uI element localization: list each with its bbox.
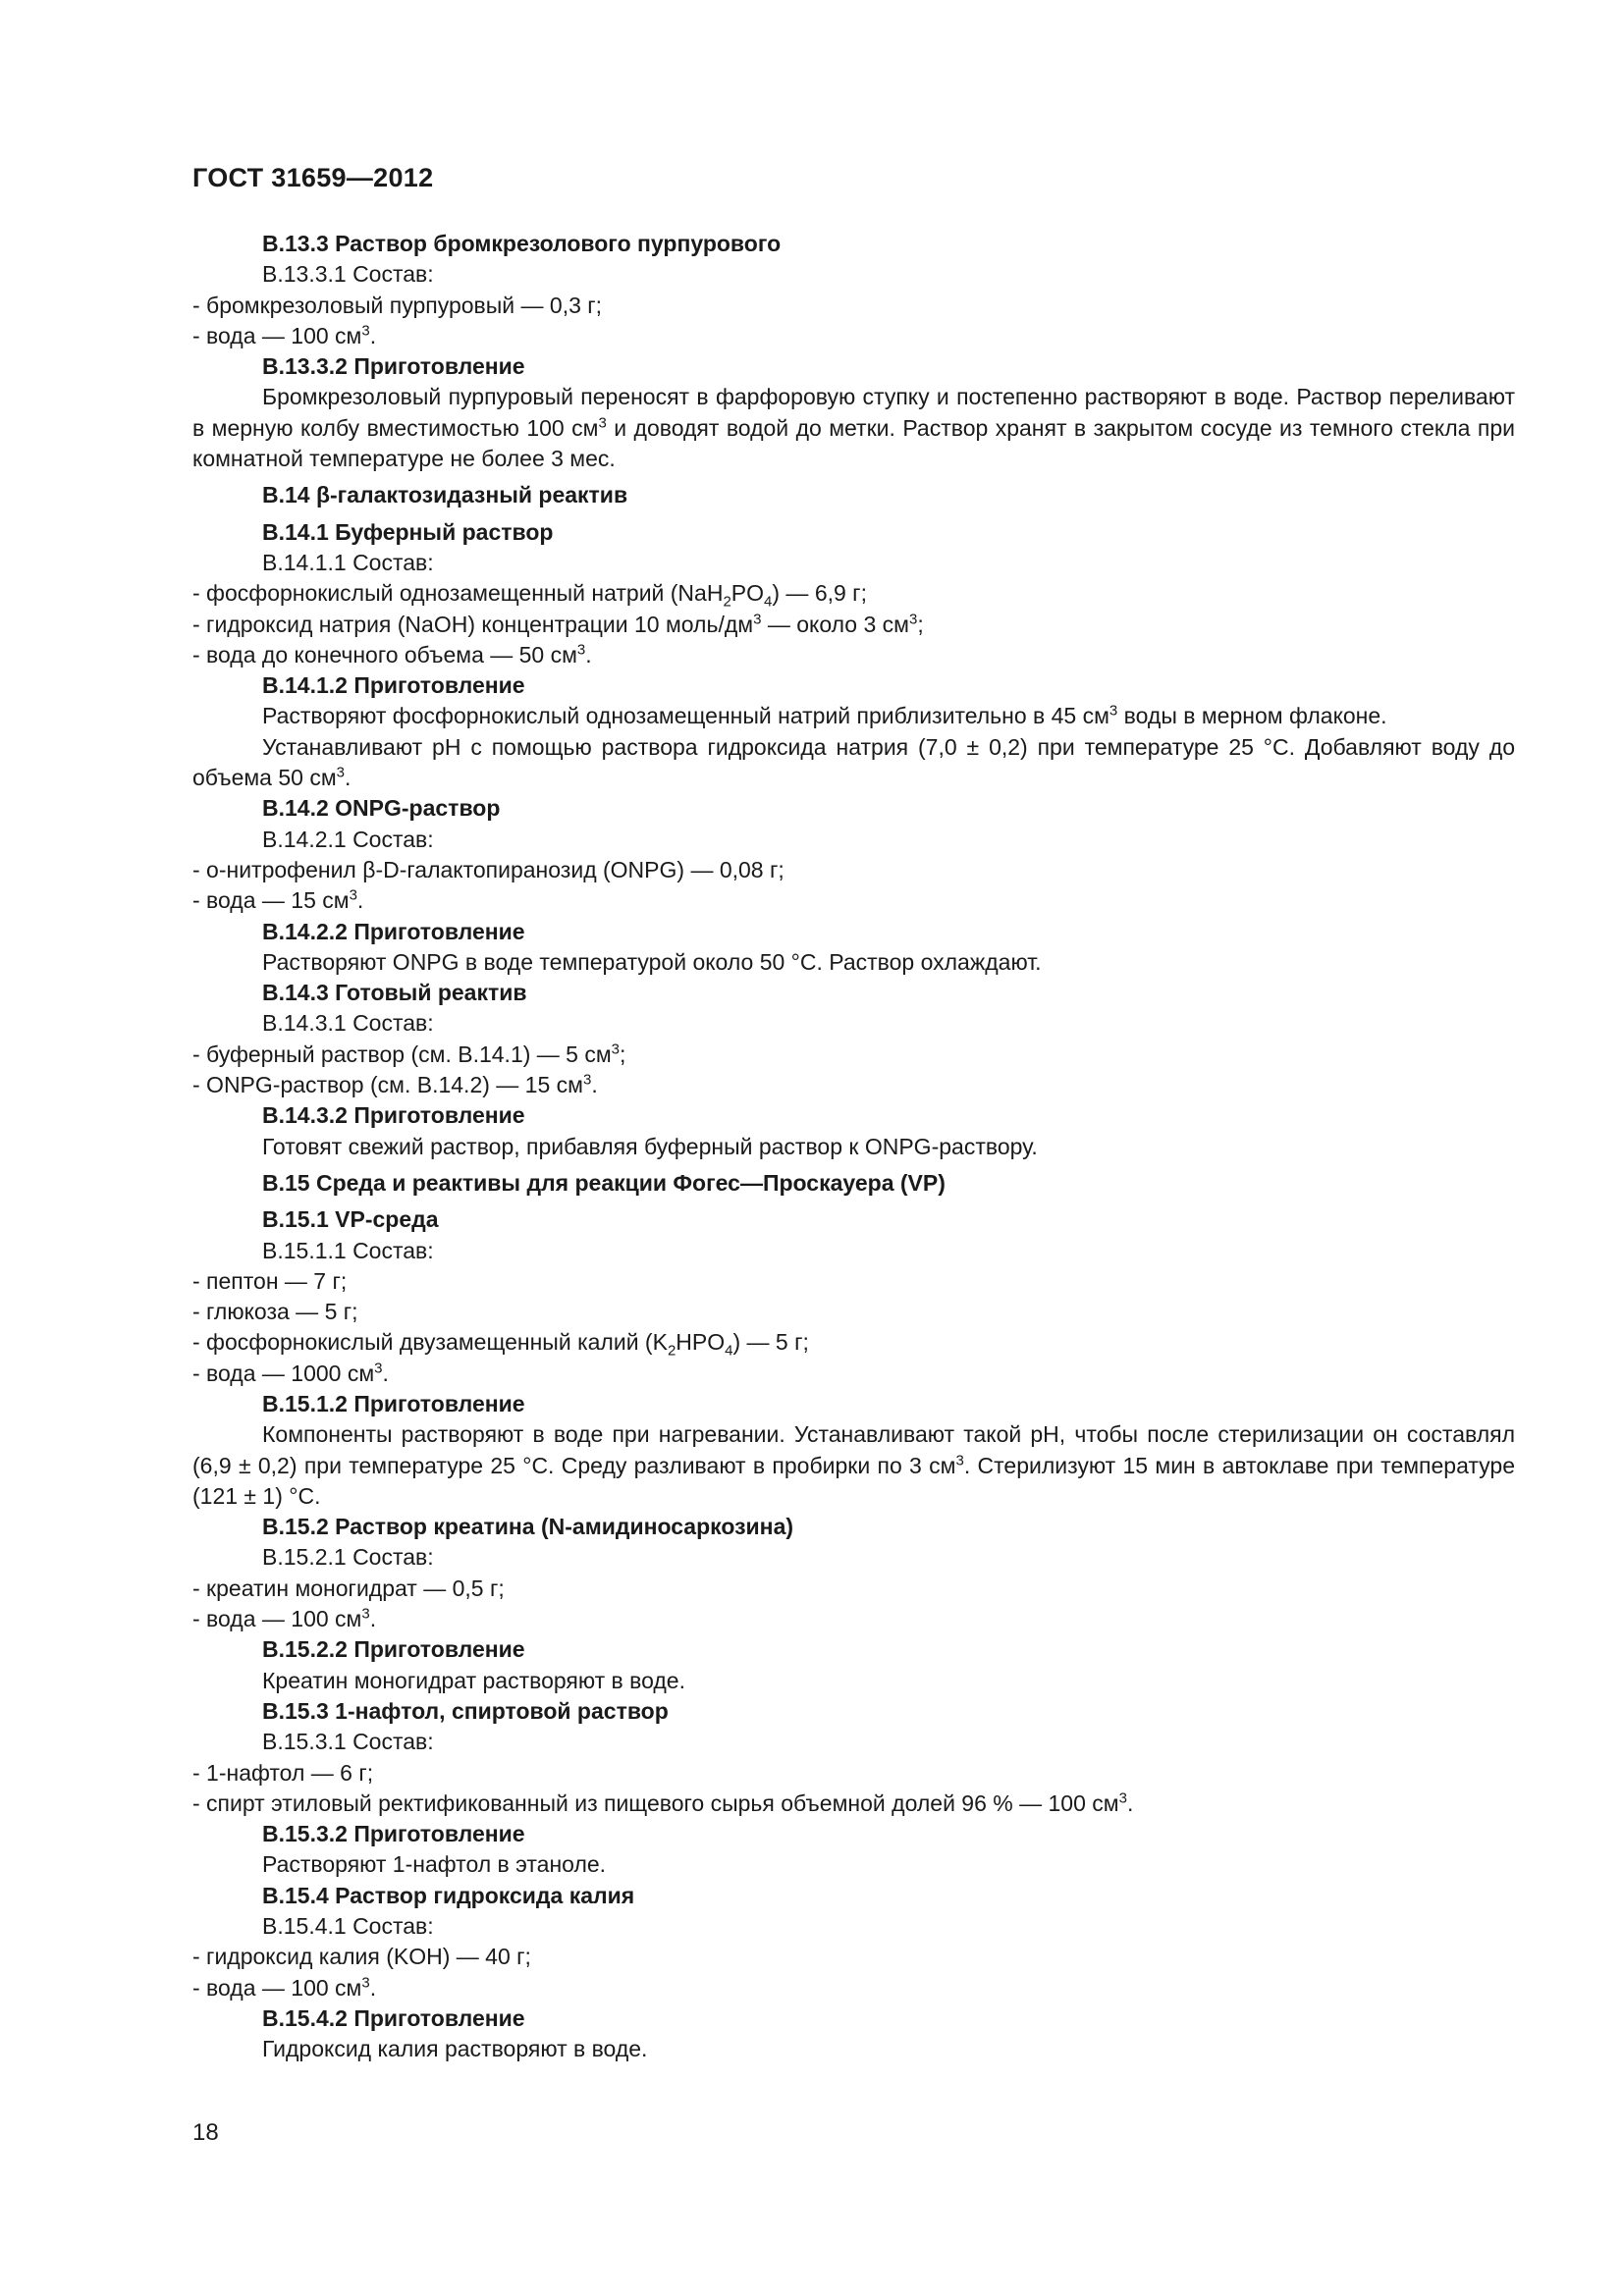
list-item: - пептон — 7 г; bbox=[192, 1267, 348, 1294]
section-heading: В.13.3 Раствор бромкрезолового пурпурового bbox=[262, 231, 782, 256]
subsection-heading: В.14.3.2 Приготовление bbox=[262, 1102, 525, 1129]
list-item: - о-нитрофенил β-D-галактопиранозид (ONPG) — 0,08 г; bbox=[192, 856, 784, 882]
list-item: - вода — 100 $см^3$. bbox=[192, 1605, 377, 1632]
section-heading: В.14.2 ONPG-раствор bbox=[262, 795, 501, 822]
subsection-heading: В.14.2.2 Приготовление bbox=[262, 918, 525, 944]
subsection-label: В.15.1.1 Состав: bbox=[262, 1237, 434, 1263]
subsection-label: В.14.2.1 Состав: bbox=[262, 826, 434, 852]
list-item: - гидроксид калия (KOH) — 40 г; bbox=[192, 1944, 531, 1970]
paragraph: Растворяют ONPG в воде температурой около 50 °С. Раствор охлаждают. bbox=[262, 948, 1042, 975]
section-heading: В.14.3 Готовый реактив bbox=[262, 980, 527, 1006]
subsection-label: В.13.3.1 Состав: bbox=[262, 261, 434, 288]
subsection-heading: В.15.2.2 Приготовление bbox=[262, 1636, 525, 1663]
section-heading: В.15.1 VP-среда bbox=[262, 1206, 439, 1233]
subsection-label: В.15.3.1 Состав: bbox=[262, 1729, 434, 1755]
list-item: - глюкоза — 5 г; bbox=[192, 1299, 358, 1325]
list-item: - вода — 1000 $см^3$. bbox=[192, 1360, 389, 1386]
document-header: ГОСТ 31659—2012 bbox=[192, 163, 434, 192]
paragraph: Компоненты растворяют в воде при нагревании. Устанавливают такой pH, чтобы после стерилизации он составлял (6,9 ± 0,2) при температуре 25 °С. Среду разливают в пробирки по 3 $см^3$. Стерилизуют 15 мин в автоклаве при температуре (121 ± 1) °С. bbox=[192, 1421, 1515, 1509]
paragraph: Растворяют фосфорнокислый однозамещенный натрий приблизительно в 45 $см^3$ воды в мерном флаконе. bbox=[262, 702, 1387, 729]
subsection-label: В.14.1.1 Состав: bbox=[262, 549, 434, 575]
list-item: - гидроксид натрия (NaOH) концентрации 10 моль/$дм^3$ — около 3 $см^3$; bbox=[192, 610, 924, 637]
subsection-heading: В.15.1.2 Приготовление bbox=[262, 1390, 525, 1416]
subsection-label: В.15.4.1 Состав: bbox=[262, 1913, 434, 1940]
section-heading: В.15 Среда и реактивы для реакции Фогес—Проскауера (VP) bbox=[262, 1169, 946, 1196]
list-item: - ONPG-раствор (см. В.14.2) — 15 $см^3$. bbox=[192, 1071, 598, 1098]
list-item: - вода до конечного объема — 50 $см^3$. bbox=[192, 641, 592, 667]
subsection-heading: В.14.1.2 Приготовление bbox=[262, 672, 525, 699]
subsection-label: В.15.2.1 Состав: bbox=[262, 1544, 434, 1571]
list-item: - вода — 100 $см^3$. bbox=[192, 322, 377, 348]
list-item: - вода — 15 $см^3$. bbox=[192, 886, 364, 914]
paragraph: Растворяют 1-нафтол в этаноле. bbox=[262, 1851, 607, 1878]
paragraph: Готовят свежий раствор, прибавляя буферный раствор к ONPG-раствору. bbox=[262, 1133, 1038, 1159]
section-heading: В.15.2 Раствор креатина (N-амидиносаркозина) bbox=[262, 1514, 794, 1540]
list-item: - креатин моногидрат — 0,5 г; bbox=[192, 1575, 505, 1601]
section-heading: В.15.3 1-нафтол, спиртовой раствор bbox=[262, 1697, 669, 1724]
list-item: - буферный раствор (см. В.14.1) — 5 $см^3$; bbox=[192, 1041, 626, 1067]
list-item: - 1-нафтол — 6 г; bbox=[192, 1759, 374, 1786]
section-heading: В.15.4 Раствор гидроксида калия bbox=[262, 1882, 635, 1908]
list-item: - фосфорнокислый однозамещенный натрий $(NaH_2PO_4)$ — 6,9 г; bbox=[192, 580, 867, 611]
page-number: 18 bbox=[192, 2119, 219, 2146]
section-heading: В.14 β-галактозидазный реактив bbox=[262, 482, 628, 508]
list-item: - фосфорнокислый двузамещенный калий $(K_2HPO_4)$ — 5 г; bbox=[192, 1329, 809, 1360]
subsection-heading: В.15.4.2 Приготовление bbox=[262, 2004, 525, 2031]
subsection-heading: В.15.3.2 Приготовление bbox=[262, 1821, 525, 1847]
paragraph: Гидроксид калия растворяют в воде. bbox=[262, 2036, 648, 2062]
list-item: - бромкрезоловый пурпуровый — 0,3 г; bbox=[192, 292, 603, 318]
section-heading: В.14.1 Буферный раствор bbox=[262, 518, 554, 545]
list-item: - спирт этиловый ректификованный из пищевого сырья объемной долей 96 % — 100 $см^3$. bbox=[192, 1789, 1134, 1816]
paragraph: Устанавливают pH с помощью раствора гидроксида натрия (7,0 ± 0,2) при температуре 25 °С. Добавляют воду до объема 50 $см^3$. bbox=[192, 733, 1515, 791]
paragraph: Креатин моногидрат растворяют в воде. bbox=[262, 1667, 685, 1693]
paragraph: Бромкрезоловый пурпуровый переносят в фарфоровую ступку и постепенно растворяют в воде. Раствор переливают в мерную колбу вместимостью 100 $см^3$ и доводят водой до метки. Раствор хранят в закрытом сосуде из темного стекла при комнатной температуре не более 3 мес. bbox=[192, 384, 1515, 472]
subsection-heading: В.13.3.2 Приготовление bbox=[262, 353, 525, 380]
subsection-label: В.14.3.1 Состав: bbox=[262, 1010, 434, 1037]
list-item: - вода — 100 $см^3$. bbox=[192, 1973, 377, 2001]
document-body bbox=[192, 229, 1515, 2065]
